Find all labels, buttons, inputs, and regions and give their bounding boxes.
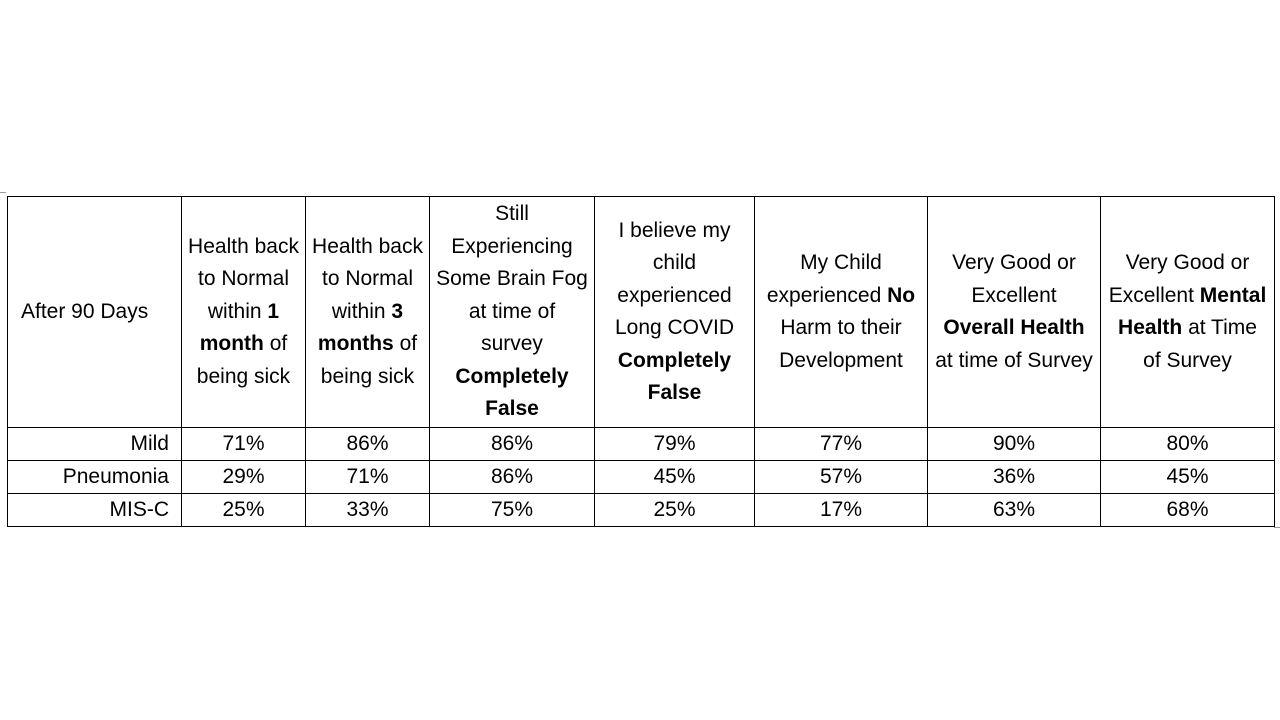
table-row-mis-c [8,494,1275,527]
table-row-pneumonia [8,461,1275,494]
value-cell: 75% [430,494,595,527]
value-cell: 71% [306,461,430,494]
header-cell-overall-health: Very Good or Excellent Overall Health at time of Survey [928,197,1101,428]
value-cell: 57% [755,461,928,494]
value-cell: 71% [182,428,306,461]
table-row-mild [8,428,1275,461]
value-cell: 25% [182,494,306,527]
table-header [8,197,1275,428]
value-cell: 45% [1101,461,1275,494]
table-body [8,428,1275,527]
value-cell: 17% [755,494,928,527]
header-cell-long-covid: I believe my child experienced Long COVID Completely False [595,197,755,428]
value-cell: 86% [430,461,595,494]
value-cell: 29% [182,461,306,494]
header-cell-no-harm-development: My Child experienced No Harm to their Development [755,197,928,428]
row-label: MIS-C [8,494,182,527]
value-cell: 80% [1101,428,1275,461]
value-cell: 25% [595,494,755,527]
results-table [7,196,1275,527]
value-cell: 33% [306,494,430,527]
value-cell: 79% [595,428,755,461]
value-cell: 63% [928,494,1101,527]
row-label: Pneumonia [8,461,182,494]
header-row [8,197,1275,428]
value-cell: 86% [306,428,430,461]
value-cell: 45% [595,461,755,494]
value-cell: 90% [928,428,1101,461]
value-cell: 77% [755,428,928,461]
row-label: Mild [8,428,182,461]
header-cell-back-to-normal-1-month: Health back to Normal within 1 month of being sick [182,197,306,428]
header-cell-mental-health: Very Good or Excellent Mental Health at Time of Survey [1101,197,1275,428]
corner-label: After 90 Days [8,197,182,428]
value-cell: 86% [430,428,595,461]
value-cell: 68% [1101,494,1275,527]
value-cell: 36% [928,461,1101,494]
header-cell-brain-fog: Still Experiencing Some Brain Fog at time of survey Completely False [430,197,595,428]
header-cell-back-to-normal-3-months: Health back to Normal within 3 months of being sick [306,197,430,428]
table-edge-mark-right [1274,527,1280,528]
table-edge-mark-left [0,192,6,193]
